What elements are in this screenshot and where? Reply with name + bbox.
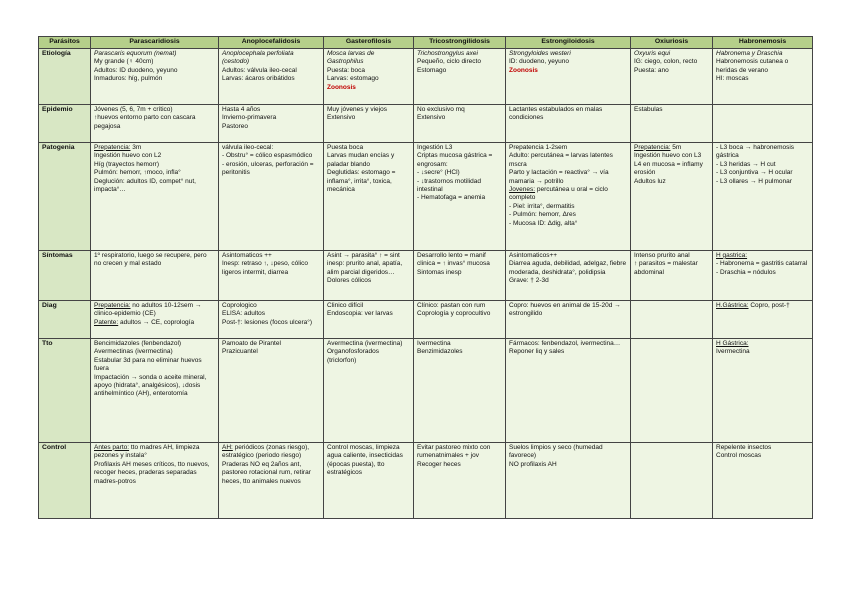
cell-line: Pastoreo bbox=[222, 122, 249, 130]
cell-line: Pamoato de Pirantel bbox=[222, 339, 281, 347]
cell-line: Patente: adultos → CE, coprología bbox=[94, 318, 195, 326]
header-anoplocefalidosis: Anoplocefalidosis bbox=[219, 37, 324, 49]
header-parasitos: Parásitos bbox=[39, 37, 91, 49]
cell-line: Profilaxis AH meses críticos, tto nuevos, recoger heces, praderas separadas madres-potros bbox=[94, 460, 210, 485]
table-cell bbox=[91, 48, 219, 104]
cell-line: Híg (trayectos hemorr) bbox=[94, 160, 160, 168]
cell-line: Prepatencia: no adultos 10-12sem → clinico-epidemio (CE) bbox=[94, 301, 202, 318]
cell-line: My grande (♀ 40cm) bbox=[94, 58, 154, 66]
cell-line: - Piel: irrita°, dermatitis bbox=[509, 202, 575, 210]
cell-line: Diarrea aguda, debilidad, adelgaz, fiebre moderada, deshidrata°, polidipsia bbox=[509, 260, 627, 276]
cell-line: Reponer liq y sales bbox=[509, 348, 565, 356]
cell-line: Ivermectina bbox=[716, 348, 750, 356]
cell-line: AH: periódicos (zonas riesgo), estratégico (periodo riesgo) bbox=[222, 443, 310, 460]
cell-line: Intenso prurito anal bbox=[634, 251, 690, 259]
cell-line: ELISA: adultos bbox=[222, 310, 265, 318]
table-cell bbox=[414, 250, 506, 300]
cell-line: Inmaduros: híg, pulmón bbox=[94, 75, 163, 83]
table-cell bbox=[506, 250, 631, 300]
table-cell bbox=[713, 338, 813, 442]
cell-line: - L3 boca → habronemosis gástrica bbox=[716, 143, 795, 160]
table-cell bbox=[219, 104, 324, 142]
cell-line: - L3 ollares → H pulmonar bbox=[716, 177, 792, 185]
table-cell bbox=[324, 104, 414, 142]
cell-line: Deglutidas: estomago = inflama°, irrita°, toxica, mecánica bbox=[327, 169, 396, 194]
table-cell bbox=[506, 48, 631, 104]
cell-line: Antes parto: tto madres AH, limpieza pezones y instala° bbox=[94, 443, 200, 460]
cell-line: Control moscas, limpieza agua caliente, insecticidas (épocas puesta), tto estratégicos bbox=[327, 443, 403, 477]
cell-line: Hasta 4 años bbox=[222, 105, 261, 113]
table-cell bbox=[414, 300, 506, 338]
cell-line: Larvas: estomago bbox=[327, 75, 379, 83]
table-cell bbox=[91, 338, 219, 442]
table-row bbox=[39, 104, 813, 142]
table-row bbox=[39, 300, 813, 338]
table-row bbox=[39, 250, 813, 300]
header-gasterofilosis: Gasterofilosis bbox=[324, 37, 414, 49]
cell-line: Inesp: retraso ↑, ↓peso, cólico ligeros intermit, diarrea bbox=[222, 260, 308, 276]
cell-line: Asint → parasita° ↑ = sint inesp: prurito anal, apatía, alim parcial digeridos… bbox=[327, 251, 403, 276]
table-cell bbox=[219, 48, 324, 104]
cell-line: Pulmón: hemorr, ↑moco, infla° bbox=[94, 169, 181, 177]
cell-line: Estomago bbox=[417, 66, 447, 74]
cell-line: H.Gástrica: Copro, post-† bbox=[716, 301, 790, 309]
header-tricostrongilidosis: Tricostrongilidosis bbox=[414, 37, 506, 49]
cell-line: - ↓trastornos motilidad intestinal bbox=[417, 177, 481, 194]
cell-line: Estabular 3d para no eliminar huevos fuera bbox=[94, 356, 202, 373]
table-cell bbox=[414, 48, 506, 104]
row-label: Síntomas bbox=[39, 250, 91, 300]
table-cell bbox=[91, 104, 219, 142]
cell-line: Benzimidazoles bbox=[417, 348, 463, 356]
cell-line: Asintomaticos ++ bbox=[222, 251, 272, 259]
cell-line: H gastrica: bbox=[716, 251, 748, 259]
cell-line: Puesta: boca bbox=[327, 66, 365, 74]
cell-line: ↑huevos entorno parto con cascara pegajosa bbox=[94, 114, 196, 130]
cell-line: Adultos: válvula ileo-cecal bbox=[222, 66, 297, 74]
cell-line: - ↓secre° (HCl) bbox=[417, 169, 460, 177]
row-label: Patogenia bbox=[39, 142, 91, 250]
cell-line: Impactación → sonda o aceite mineral, apoyo (hidrata°, analgésicos), ↓dosis antihelmíntico (AH), enterotomía bbox=[94, 373, 207, 398]
cell-line: Avermectina (ivermectina) bbox=[327, 339, 403, 347]
cell-line: Endoscopia: ver larvas bbox=[327, 310, 393, 318]
cell-line: Fármacos: fenbendazol, ivermectina… bbox=[509, 339, 621, 347]
cell-line: Zoonosis bbox=[327, 83, 356, 91]
cell-line: - L3 conjuntiva → H ocular bbox=[716, 169, 793, 177]
cell-line: - erosión, ulceras, perforación = peritonitis bbox=[222, 160, 314, 177]
cell-line: Coprologico bbox=[222, 301, 257, 309]
cell-line: válvula ileo-cecal: bbox=[222, 143, 274, 151]
cell-line: - Hematofaga = anemia bbox=[417, 194, 486, 202]
cell-line: Adultos: ID duodeno, yeyuno bbox=[94, 66, 178, 74]
cell-line: Ivermectina bbox=[417, 339, 451, 347]
table-cell bbox=[414, 338, 506, 442]
cell-line: Ingestión L3 bbox=[417, 143, 453, 151]
table-cell bbox=[713, 48, 813, 104]
cell-line: Prepatencia 1-2sem bbox=[509, 143, 568, 151]
header-habronemosis: Habronemosis bbox=[713, 37, 813, 49]
row-label: Etiología bbox=[39, 48, 91, 104]
cell-line: Coprología y coprocultivo bbox=[417, 310, 491, 318]
cell-line: ↑ parasitos = malestar abdominal bbox=[634, 260, 698, 276]
table-cell bbox=[91, 250, 219, 300]
cell-line: Invierno-primavera bbox=[222, 114, 277, 122]
cell-line: Clínico: pastan con rum bbox=[417, 301, 486, 309]
cell-line: Prazicuantel bbox=[222, 348, 258, 356]
cell-line: Zoonosis bbox=[509, 66, 538, 74]
cell-line: Strongyloides westeri bbox=[509, 49, 571, 57]
table-cell bbox=[324, 48, 414, 104]
table-cell bbox=[713, 300, 813, 338]
cell-line: ID: duodeno, yeyuno bbox=[509, 58, 569, 66]
cell-line: Extensivo bbox=[417, 114, 446, 122]
table-cell bbox=[631, 250, 713, 300]
table-row bbox=[39, 48, 813, 104]
cell-line: Puesta boca bbox=[327, 143, 364, 151]
header-row bbox=[39, 37, 813, 49]
cell-line: H Gástrica: bbox=[716, 339, 749, 347]
cell-line: Evitar pastoreo mixto con rumenatnimales + jov bbox=[417, 443, 491, 460]
cell-line: IG: ciego, colon, recto bbox=[634, 58, 698, 66]
table-cell bbox=[631, 48, 713, 104]
cell-line: Repelente insectos bbox=[716, 443, 772, 451]
cell-line: L4 en mucosa = inflamy erosión bbox=[634, 160, 703, 177]
cell-line: - Draschia = nódulos bbox=[716, 268, 776, 276]
table-cell bbox=[631, 104, 713, 142]
cell-line: Prepatencia: 5m bbox=[634, 143, 682, 151]
cell-line: Adultos luz bbox=[634, 177, 666, 185]
cell-line: Dolores cólicos bbox=[327, 277, 372, 285]
cell-line: Clinico difícil bbox=[327, 301, 364, 309]
cell-line: Muy jóvenes y viejos bbox=[327, 105, 387, 113]
cell-line: Anoplocephala perfoliata (cestodo) bbox=[222, 49, 294, 66]
table-cell bbox=[713, 142, 813, 250]
cell-line: - Pulmón: hemorr, Δres bbox=[509, 211, 576, 219]
cell-line: - Habronema = gastritis catarral bbox=[716, 260, 808, 268]
table-row bbox=[39, 142, 813, 250]
table-cell bbox=[631, 300, 713, 338]
table-cell bbox=[713, 250, 813, 300]
table-cell bbox=[631, 142, 713, 250]
table-cell bbox=[506, 142, 631, 250]
header-parascaridiosis: Parascaridiosis bbox=[91, 37, 219, 49]
cell-line: Trichostrongylus axei bbox=[417, 49, 478, 57]
table-cell bbox=[91, 142, 219, 250]
cell-line: Suelos limpios y seco (humedad favorece) bbox=[509, 443, 603, 460]
table-cell bbox=[713, 104, 813, 142]
cell-line: Lactantes estabulados en malas condiciones bbox=[509, 105, 603, 122]
cell-line: Organofosforados (triclorfon) bbox=[327, 348, 380, 364]
table-cell bbox=[414, 142, 506, 250]
row-label: Tto bbox=[39, 338, 91, 442]
table-cell bbox=[324, 300, 414, 338]
cell-line: Jovenes: percutánea u oral = ciclo completo bbox=[509, 186, 608, 202]
table-cell bbox=[631, 442, 713, 518]
cell-line: Pequeño, ciclo directo bbox=[417, 58, 481, 66]
row-label: Diag bbox=[39, 300, 91, 338]
cell-line: NO profilaxis AH bbox=[509, 460, 557, 468]
table-cell bbox=[506, 300, 631, 338]
cell-line: Parto y lactación = reactiva° → vía mamaria → potrillo bbox=[509, 169, 609, 185]
cell-line: Copro: huevos en animal de 15-20d → estrongilido bbox=[509, 301, 621, 318]
cell-line: Larvas: ácaros oribátidos bbox=[222, 75, 295, 83]
cell-line: Criptas mucosa gástrica = engrosam: bbox=[417, 152, 493, 168]
header-oxiuriosis: Oxiuriosis bbox=[631, 37, 713, 49]
cell-line: Habronemosis cutanea o heridas de verano bbox=[716, 58, 789, 74]
cell-line: Ingestión huevo con L2 bbox=[94, 152, 162, 160]
table-cell bbox=[219, 250, 324, 300]
cell-line: Deglución: adultos ID, compet° nut, impacta°… bbox=[94, 177, 196, 194]
cell-line: Oxyuris equi bbox=[634, 49, 671, 57]
cell-line: Estabulas bbox=[634, 105, 663, 113]
table-cell bbox=[414, 104, 506, 142]
row-label: Epidemio bbox=[39, 104, 91, 142]
table-cell bbox=[324, 442, 414, 518]
cell-line: Bencimidazoles (fenbendazol) bbox=[94, 339, 182, 347]
table-cell bbox=[324, 142, 414, 250]
row-label: Control bbox=[39, 442, 91, 518]
cell-line: Avermectinas (ivermectina) bbox=[94, 348, 173, 356]
table-cell bbox=[506, 104, 631, 142]
table-cell bbox=[506, 442, 631, 518]
cell-line: Jóvenes (5, 6, 7m + crítico) bbox=[94, 105, 173, 113]
table-cell bbox=[91, 300, 219, 338]
cell-line: Mosca larvas de Gastrophilus bbox=[327, 49, 375, 66]
table-cell bbox=[219, 338, 324, 442]
cell-line: Puesta: ano bbox=[634, 66, 669, 74]
cell-line: Recoger heces bbox=[417, 460, 461, 468]
cell-line: Desarrollo lento = manif clinica = ↑ invas° mucosa bbox=[417, 251, 490, 268]
cell-line: Asintomaticos++ bbox=[509, 251, 558, 259]
table-cell bbox=[631, 338, 713, 442]
table-cell bbox=[506, 338, 631, 442]
cell-line: 1º respiratorio, luego se recupere, pero no crecen y mal estado bbox=[94, 251, 207, 268]
table-row bbox=[39, 338, 813, 442]
cell-line: - Mucosa ID: Δdig, alta° bbox=[509, 219, 578, 227]
table-cell bbox=[324, 338, 414, 442]
cell-line: Habronema y Draschia bbox=[716, 49, 783, 57]
cell-line: - Obstru° = cólico espasmódico bbox=[222, 152, 313, 160]
cell-line: Ingestión huevo con L3 bbox=[634, 152, 702, 160]
cell-line: Praderas NO eq 2años ant, pastoreo rotacional rum, retirar heces, tto animales nuevos bbox=[222, 460, 311, 485]
cell-line: Larvas mudan encías y paladar blando bbox=[327, 152, 395, 168]
table-cell bbox=[219, 142, 324, 250]
cell-line: No exclusivo mq bbox=[417, 105, 465, 113]
header-estrongiloidosis: Estrongiloidosis bbox=[506, 37, 631, 49]
cell-line: Control moscas bbox=[716, 452, 762, 460]
cell-line: Grave: † 2-3d bbox=[509, 277, 549, 285]
table-cell bbox=[91, 442, 219, 518]
table-cell bbox=[219, 300, 324, 338]
table-cell bbox=[414, 442, 506, 518]
cell-line: HI: moscas bbox=[716, 75, 749, 83]
table-cell bbox=[713, 442, 813, 518]
cell-line: Extensivo bbox=[327, 114, 356, 122]
table-cell bbox=[219, 442, 324, 518]
cell-line: Post-†: lesiones (focos ulcera°) bbox=[222, 318, 313, 326]
cell-line: - L3 heridas → H cut bbox=[716, 160, 776, 168]
cell-line: Adulto: percutánea = larvas latentes mscra bbox=[509, 152, 613, 168]
cell-line: Parascaris equorum (nemat) bbox=[94, 49, 177, 57]
cell-line: Sintomas inesp bbox=[417, 268, 462, 276]
cell-line: Prepatencia: 3m bbox=[94, 143, 142, 151]
table-cell bbox=[324, 250, 414, 300]
parasite-table bbox=[38, 36, 813, 519]
table-row bbox=[39, 442, 813, 518]
